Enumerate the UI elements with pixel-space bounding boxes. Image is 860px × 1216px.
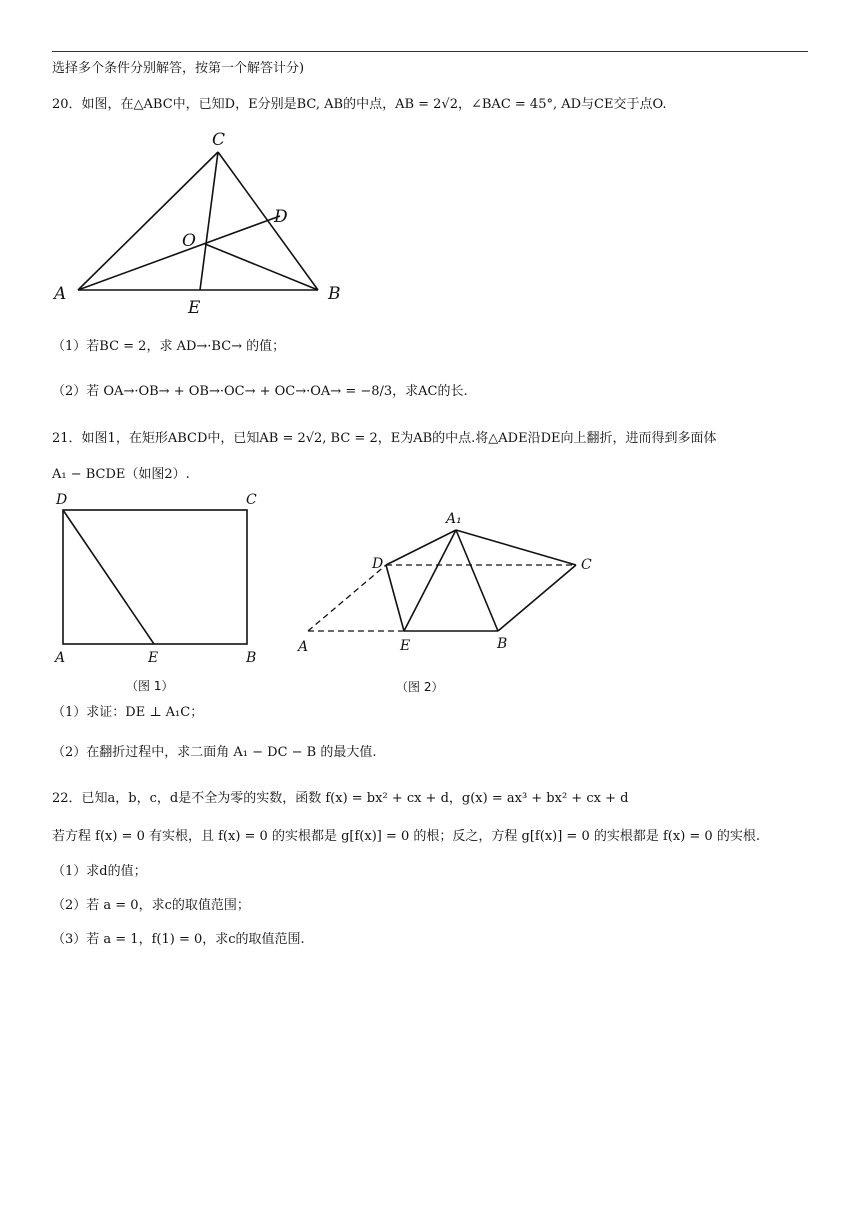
label-d: D	[274, 207, 288, 227]
q21-figure-2-polyhedron	[290, 505, 610, 700]
fig1-label-c: C	[246, 492, 257, 508]
q22-stem-line1: 22．已知a，b，c，d是不全为零的实数，函数 f(x) = bx² + cx + d，g(x) = ax³ + bx² + cx + d	[52, 791, 629, 806]
label-b: B	[328, 284, 341, 304]
rectangle-abcd	[63, 510, 247, 644]
median-ad	[78, 216, 280, 290]
edge-a1-b	[456, 530, 498, 631]
fig2-label-d: D	[372, 556, 384, 572]
edge-ac	[78, 152, 218, 290]
fig1-label-e: E	[148, 650, 159, 666]
q20-stem: 20．如图，在△ABC中，已知D，E分别是BC, AB的中点，AB = 2√2，∠BAC = 45°, AD与CE交于点O.	[52, 97, 667, 112]
top-line: 选择多个条件分别解答，按第一个解答计分)	[52, 61, 305, 76]
q20-part1: （1）若BC = 2，求 AD→·BC→ 的值；	[52, 339, 286, 354]
fig1-label-d: D	[56, 492, 68, 508]
edge-a1-d	[386, 530, 456, 565]
q22-stem-line2: 若方程 f(x) = 0 有实根，且 f(x) = 0 的实根都是 g[f(x)] = 0 的根；反之，方程 g[f(x)] = 0 的实根都是 f(x) = 0 的实根.	[52, 829, 760, 844]
q21-stem-line2: A₁ − BCDE（如图2）.	[52, 467, 190, 482]
edge-d-e	[386, 565, 404, 631]
edge-a1-c	[456, 530, 576, 565]
fig2-label-b: B	[497, 636, 508, 652]
median-ce	[200, 152, 218, 290]
q22-part1: （1）求d的值；	[52, 864, 147, 879]
segment-de	[63, 510, 154, 644]
edge-b-c	[498, 565, 576, 631]
q20-triangle-figure	[50, 125, 350, 320]
q22-part2: （2）若 a = 0，求c的取值范围；	[52, 898, 250, 913]
label-a: A	[54, 284, 67, 304]
q20-part2: （2）若 OA→·OB→ + OB→·OC→ + OC→·OA→ = −8/3，求AC的长.	[52, 384, 468, 399]
fig1-label-a: A	[55, 650, 66, 666]
edge-a1-e	[404, 530, 456, 631]
fig2-label-a1: A₁	[446, 511, 462, 527]
fig2-label-c: C	[581, 557, 592, 573]
top-rule	[52, 51, 808, 52]
q22-part3: （3）若 a = 1，f(1) = 0，求c的取值范围.	[52, 932, 305, 947]
label-e: E	[188, 298, 201, 318]
fig2-label-a: A	[298, 639, 309, 655]
fig2-caption: （图 2）	[396, 680, 444, 694]
q21-part1: （1）求证：DE ⊥ A₁C；	[52, 705, 204, 720]
q21-stem-line1: 21．如图1，在矩形ABCD中，已知AB = 2√2, BC = 2，E为AB的中点.将△ADE沿DE向上翻折，进而得到多面体	[52, 431, 717, 446]
q21-figure-1-rectangle	[50, 490, 270, 700]
fig1-caption: （图 1）	[126, 679, 174, 693]
fig2-label-e: E	[400, 638, 411, 654]
hidden-edge-a-d	[308, 565, 386, 631]
q21-part2: （2）在翻折过程中，求二面角 A₁ − DC − B 的最大值.	[52, 745, 377, 760]
label-c: C	[212, 130, 226, 150]
label-o: O	[182, 231, 196, 251]
fig1-label-b: B	[246, 650, 257, 666]
